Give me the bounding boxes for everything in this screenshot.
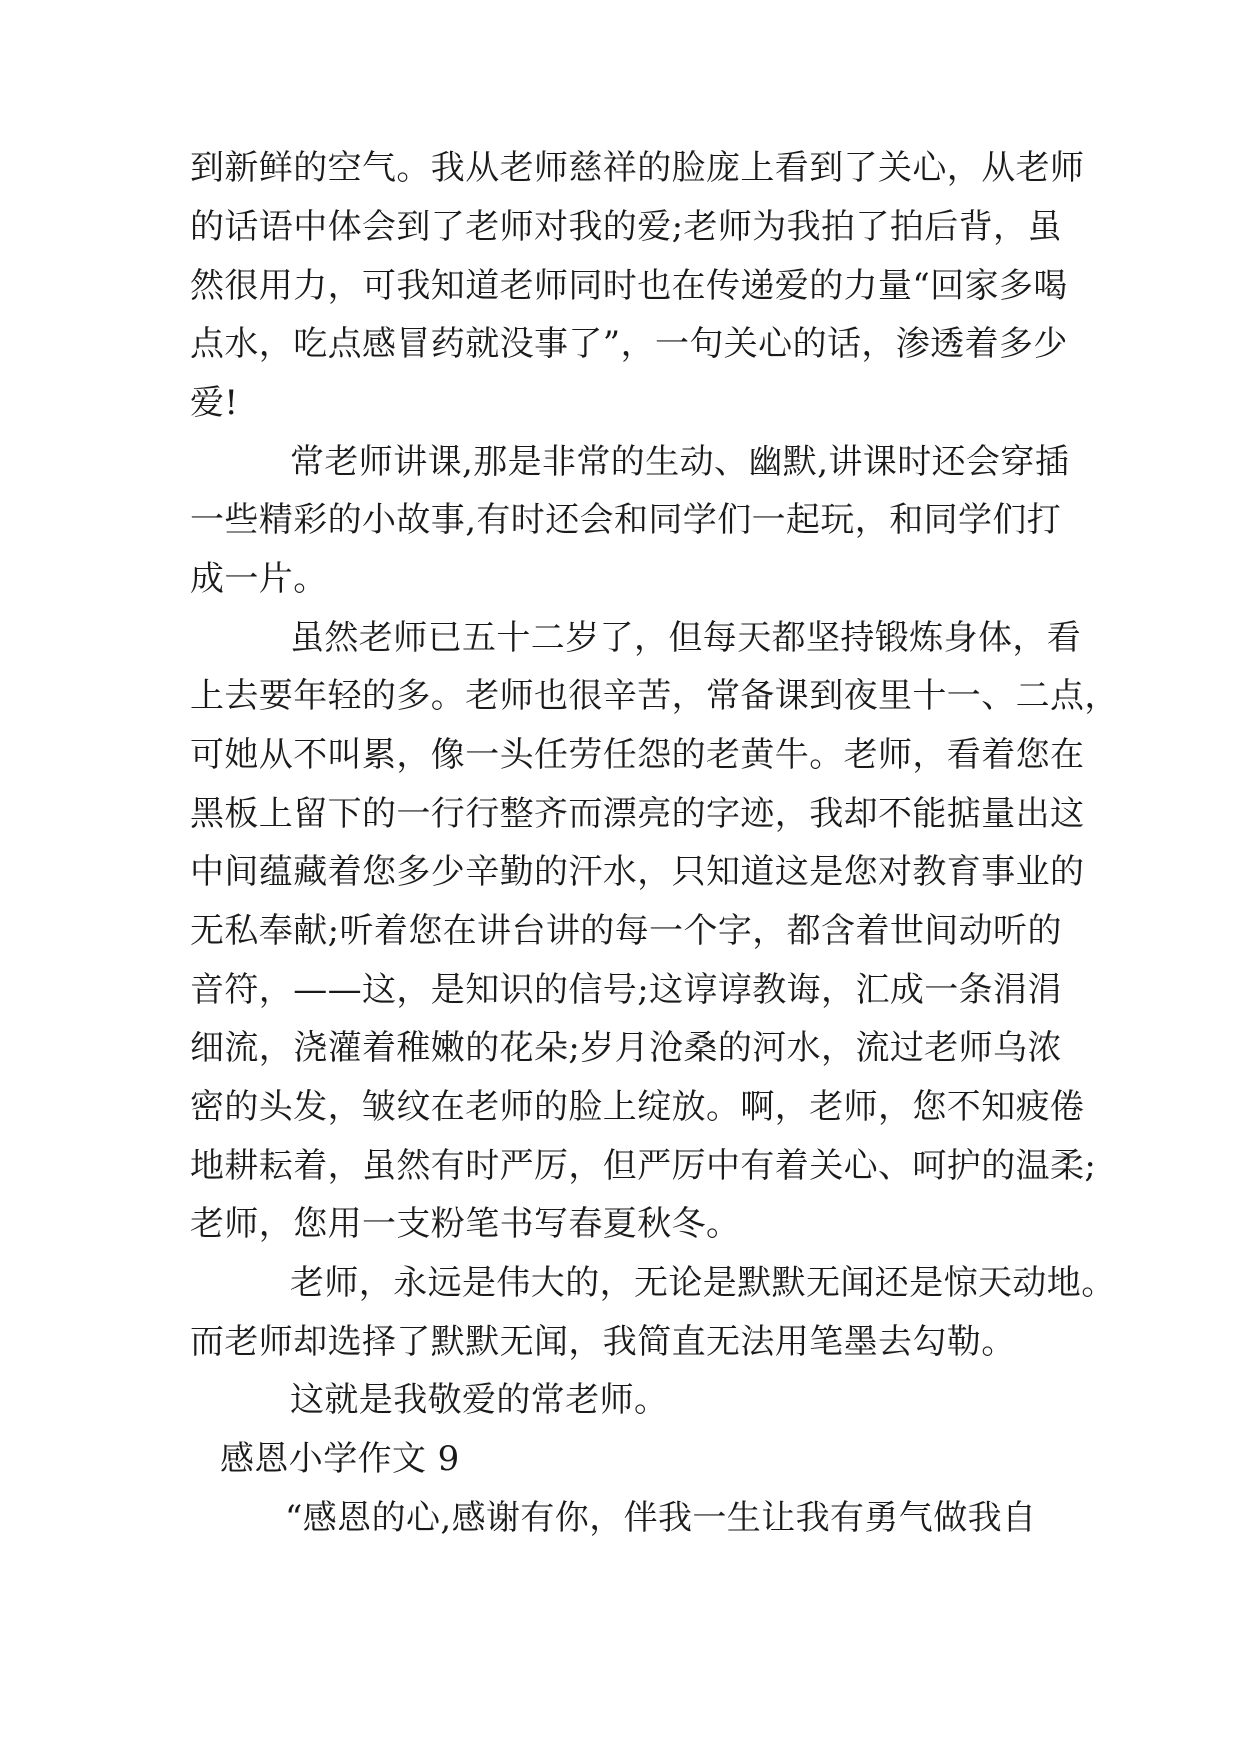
section-heading: 感恩小学作文 9	[220, 1439, 460, 1479]
paragraph-first-line: 虽然老师已五十二岁了，但每天都坚持锻炼身体，看	[290, 618, 1082, 658]
text-line: 一些精彩的小故事,有时还会和同学们一起玩，和同学们打	[190, 500, 1062, 540]
text-line: 然很用力，可我知道老师同时也在传递爱的力量“回家多喝	[190, 266, 1068, 306]
paragraph-first-line: “感恩的心,感谢有你，伴我一生让我有勇气做我自	[285, 1498, 1037, 1538]
text-line: 细流，浇灌着稚嫩的花朵;岁月沧桑的河水，流过老师乌浓	[190, 1028, 1062, 1068]
text-line: 的话语中体会到了老师对我的爱;老师为我拍了拍后背，虽	[190, 207, 1062, 247]
text-line: 可她从不叫累，像一头任劳任怨的老黄牛。老师，看着您在	[190, 735, 1085, 775]
paragraph-first-line: 这就是我敬爱的常老师。	[290, 1380, 669, 1420]
text-line: 密的头发，皱纹在老师的脸上绽放。啊，老师，您不知疲倦	[190, 1087, 1085, 1127]
text-line: 地耕耘着，虽然有时严厉，但严厉中有着关心、呵护的温柔;	[190, 1146, 1097, 1186]
paragraph-first-line: 老师，永远是伟大的，无论是默默无闻还是惊天动地。	[290, 1263, 1116, 1303]
text-line: 上去要年轻的多。老师也很辛苦，常备课到夜里十一、二点，	[190, 676, 1119, 716]
text-line: 到新鲜的空气。我从老师慈祥的脸庞上看到了关心，从老师	[190, 148, 1085, 188]
text-line: 老师，您用一支粉笔书写春夏秋冬。	[190, 1204, 741, 1244]
paragraph-first-line: 常老师讲课,那是非常的生动、幽默,讲课时还会穿插	[290, 442, 1070, 482]
text-line: 点水，吃点感冒药就没事了”，一句关心的话，渗透着多少	[190, 324, 1068, 364]
text-line: 中间蕴藏着您多少辛勤的汗水，只知道这是您对教育事业的	[190, 852, 1085, 892]
text-line: 黑板上留下的一行行整齐而漂亮的字迹，我却不能掂量出这	[190, 794, 1085, 834]
text-line: 成一片。	[190, 559, 328, 599]
text-line: 爱!	[190, 383, 239, 423]
text-line: 无私奉献;听着您在讲台讲的每一个字，都含着世间动听的	[190, 911, 1062, 951]
text-line: 而老师却选择了默默无闻，我简直无法用笔墨去勾勒。	[190, 1322, 1016, 1362]
text-line: 音符，——这，是知识的信号;这谆谆教诲，汇成一条涓涓	[190, 970, 1062, 1010]
